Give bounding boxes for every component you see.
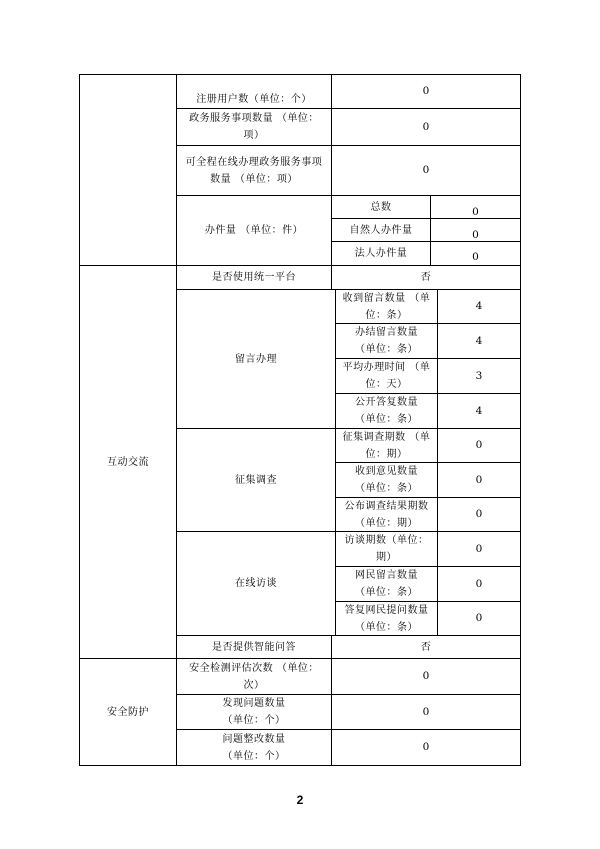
handling-legal-value-text: 0 [472, 250, 479, 263]
issues-fixed-line2: （单位：个） [222, 750, 286, 762]
survey-periods-line2: 位：期） [365, 448, 408, 460]
registered-users-label-text: 注册用户数（单位：个） [196, 94, 312, 105]
messages-avg-time-line1: 平均办理时间 （单 [342, 362, 431, 373]
messages-concluded-label [336, 324, 437, 358]
security-section-label [80, 659, 176, 765]
survey-results-value-text: 0 [475, 508, 483, 520]
survey-opinions-line1: 收到意见数量 [355, 466, 418, 477]
smart-qa-label [177, 636, 331, 658]
issues-found-line1: 发现问题数量 [222, 698, 286, 709]
interview-answered-line2: （单位：条） [355, 621, 418, 633]
interview-netizen-msgs-line1: 网民留言数量 [355, 570, 418, 581]
online-items-value [332, 146, 520, 195]
handling-total-value [431, 201, 520, 223]
page-number: 2 [296, 793, 304, 807]
unified-platform-label [177, 266, 331, 289]
online-items-label [177, 146, 331, 195]
messages-received-label [336, 290, 437, 323]
unified-platform-value [332, 266, 520, 289]
messages-avg-time-line2: 位：天） [365, 379, 408, 390]
smart-qa-value [332, 636, 520, 658]
messages-concluded-value-text: 4 [475, 334, 483, 347]
message-handling-label [177, 290, 335, 428]
messages-concluded-value [438, 324, 520, 358]
interview-answered-label [336, 602, 437, 635]
unified-platform-value-text: 否 [420, 272, 432, 283]
handling-legal-label-text: 法人办件量 [354, 248, 408, 259]
issues-fixed-line1: 问题整改数量 [222, 733, 286, 745]
messages-public-replies-line2: （单位：条） [355, 414, 418, 425]
issues-fixed-value [332, 730, 520, 765]
security-section-label-text: 安全防护 [107, 706, 149, 718]
issues-found-value [332, 695, 520, 729]
security-checks-value-text: 0 [422, 670, 430, 682]
registered-users-value-text: 0 [422, 85, 430, 97]
interview-label [177, 532, 335, 635]
online-items-label-line1: 可全程在线办理政务服务事项 [185, 156, 323, 168]
messages-concluded-line2: （单位：条） [355, 344, 418, 355]
security-checks-line2: 次） [243, 679, 265, 691]
messages-received-line2: 位：条） [365, 309, 408, 321]
messages-concluded-line1: 办结留言数量 [355, 327, 418, 338]
survey-opinions-value [438, 463, 520, 497]
interview-periods-value-text: 0 [475, 542, 483, 555]
security-checks-value [332, 659, 520, 694]
online-items-value-text: 0 [422, 164, 430, 176]
messages-received-line1: 收到留言数量 （单 [342, 292, 431, 304]
service-items-value-text: 0 [422, 120, 430, 133]
handling-natural-label [332, 219, 430, 241]
interview-netizen-msgs-value-text: 0 [475, 577, 483, 590]
survey-periods-value-text: 0 [475, 439, 483, 451]
interview-answered-value [438, 602, 520, 635]
issues-fixed-value-text: 0 [422, 741, 430, 753]
survey-opinions-value-text: 0 [475, 473, 483, 486]
interview-periods-value [438, 532, 520, 566]
smart-qa-value-text: 否 [420, 641, 432, 653]
survey-opinions-label [336, 463, 437, 497]
handling-legal-value [431, 247, 520, 267]
survey-results-line2: （单位：期） [355, 517, 418, 529]
issues-fixed-label [177, 730, 331, 765]
interview-label-text: 在线访谈 [235, 578, 277, 589]
survey-results-value [438, 498, 520, 531]
messages-public-replies-line1: 公开答复数量 [355, 397, 418, 408]
security-checks-line1: 安全检测评估次数 （单位： [189, 662, 319, 674]
smart-qa-label-text: 是否提供智能问答 [212, 641, 296, 653]
survey-periods-line1: 征集调查期数 （单 [342, 431, 431, 443]
online-items-label-line2: 数量 （单位：项） [210, 173, 298, 185]
unified-platform-label-text: 是否使用统一平台 [212, 272, 296, 283]
interview-netizen-msgs-line2: （单位：条） [355, 587, 418, 598]
service-items-label-line2: 项） [243, 130, 265, 141]
messages-public-replies-label [336, 394, 437, 428]
security-checks-label [177, 659, 331, 694]
interview-periods-line1: 访谈期数（单位： [344, 535, 429, 546]
interview-answered-line1: 答复网民提问数量 [344, 604, 429, 616]
handling-label-text: 办件量 （单位：件） [204, 225, 304, 236]
survey-results-label [336, 498, 437, 531]
interview-netizen-msgs-value [438, 567, 520, 601]
interview-periods-line2: 期） [376, 552, 397, 563]
message-handling-label-text: 留言办理 [235, 353, 277, 365]
issues-found-value-text: 0 [422, 705, 430, 718]
survey-label-text: 征集调查 [235, 474, 277, 486]
messages-public-replies-value-text: 4 [475, 404, 483, 417]
survey-label [177, 429, 335, 531]
messages-public-replies-value [438, 394, 520, 428]
handling-label [177, 196, 331, 265]
messages-avg-time-value-text: 3 [475, 369, 483, 382]
handling-legal-label [332, 242, 430, 265]
handling-natural-label-text: 自然人办件量 [349, 224, 413, 236]
handling-natural-value-text: 0 [472, 228, 479, 241]
survey-opinions-line2: （单位：条） [355, 483, 418, 494]
interaction-section-label-text: 互动交流 [107, 456, 149, 468]
interaction-section-label [80, 266, 176, 658]
handling-natural-value [431, 224, 520, 246]
handling-total-label-text: 总数 [370, 201, 392, 213]
service-items-value [332, 109, 520, 145]
survey-periods-value [438, 429, 520, 462]
handling-total-label [332, 196, 430, 218]
messages-avg-time-label [336, 359, 437, 393]
registered-users-label [177, 75, 331, 108]
survey-periods-label [336, 429, 437, 462]
service-items-label [177, 109, 331, 145]
messages-avg-time-value [438, 359, 520, 393]
interview-netizen-msgs-label [336, 567, 437, 601]
messages-received-value [438, 290, 520, 323]
issues-found-line2: （单位：个） [222, 715, 286, 726]
interview-answered-value-text: 0 [475, 612, 483, 624]
service-items-label-line1: 政务服务事项数量 （单位： [189, 113, 319, 124]
handling-total-value-text: 0 [472, 205, 479, 218]
survey-results-line1: 公布调查结果期数 [344, 500, 429, 512]
interview-periods-label [336, 532, 437, 566]
issues-found-label [177, 695, 331, 729]
registered-users-value [332, 75, 520, 108]
messages-received-value-text: 4 [475, 300, 483, 312]
